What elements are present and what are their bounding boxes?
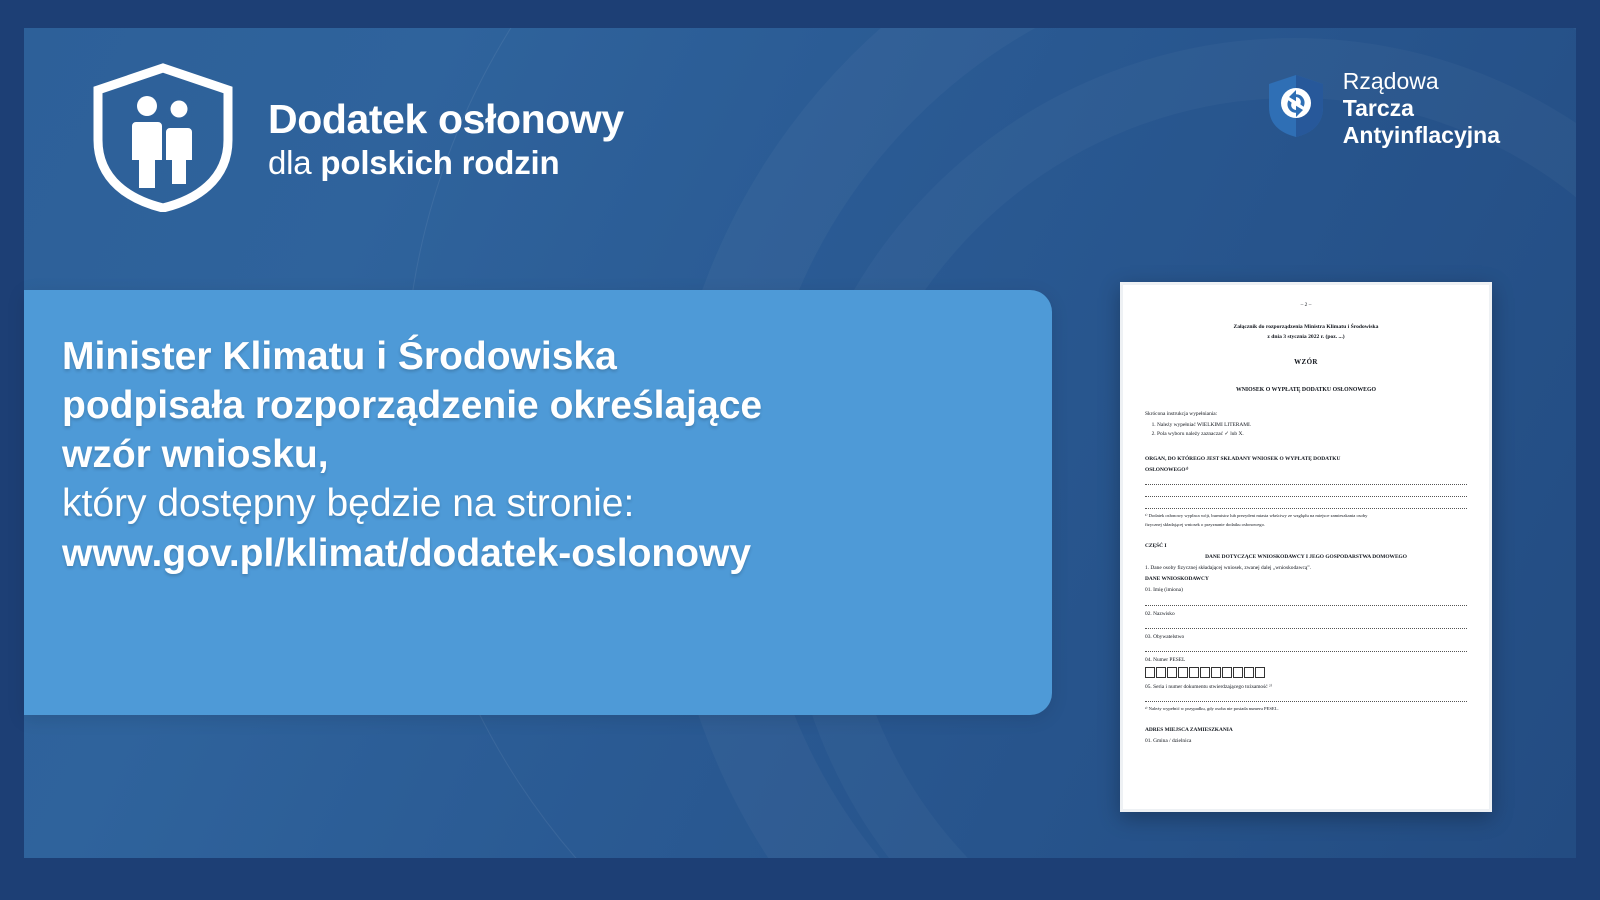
- document-pesel-boxes: [1145, 667, 1467, 678]
- document-footnote-1-line-2: fizycznej składającej wniosek o przyznanie dodatku osłonowego.: [1145, 522, 1266, 528]
- pesel-box: [1211, 667, 1221, 678]
- document-field-label: 04. Numer PESEL: [1145, 656, 1186, 663]
- document-field-label: 02. Nazwisko: [1145, 610, 1175, 617]
- document-dotted-line: [1145, 598, 1467, 606]
- document-page-number: – 2 –: [1300, 302, 1312, 308]
- brand-line-2: [268, 146, 624, 181]
- document-form-title: WNIOSEK O WYPŁATĘ DODATKU OSŁONOWEGO: [1235, 386, 1377, 393]
- document-address-field-label: 01. Gmina / dzielnica: [1145, 737, 1192, 744]
- document-part-label: CZĘŚĆ I: [1145, 543, 1167, 550]
- pesel-box: [1167, 667, 1177, 678]
- message-text-block: [62, 332, 1026, 578]
- spacer: [1145, 532, 1467, 542]
- document-field-label: 01. Imię (imiona): [1145, 587, 1183, 594]
- brand-line-2-thin: dla: [268, 144, 321, 182]
- document-instructions-list: [1145, 421, 1467, 438]
- pesel-box: [1233, 667, 1243, 678]
- document-instruction-item: 2. Pola wyboru należy zaznaczać ✓ lub X.: [1157, 430, 1467, 438]
- pesel-box: [1200, 667, 1210, 678]
- document-instructions-title: Skrócona instrukcja wypełniania:: [1145, 411, 1218, 418]
- document-applicant-header: DANE WNIOSKODAWCY: [1145, 576, 1209, 583]
- tarcza-wordmark: [1343, 68, 1500, 149]
- spacer: [1145, 445, 1467, 455]
- document-dotted-line: [1145, 621, 1467, 629]
- document-dotted-line: [1145, 477, 1467, 485]
- pesel-box: [1178, 667, 1188, 678]
- document-point-1: 1. Dane osoby fizycznej składającej wniosek, zwanej dalej „wnioskodawcą”.: [1145, 565, 1311, 572]
- pesel-box: [1156, 667, 1166, 678]
- message-line-3: wzór wniosku,: [62, 433, 329, 477]
- pesel-box: [1145, 667, 1155, 678]
- tarcza-logo: [1267, 68, 1500, 149]
- document-dotted-line: [1145, 694, 1467, 702]
- document-field-label: 03. Obywatelstwo: [1145, 633, 1185, 640]
- message-website-url[interactable]: www.gov.pl/klimat/dodatek-oslonowy: [62, 531, 752, 575]
- document-dotted-line: [1145, 489, 1467, 497]
- document-preview[interactable]: [1120, 282, 1492, 812]
- document-organ-label-2: OSŁONOWEGO¹⁾: [1145, 466, 1189, 473]
- pesel-box: [1244, 667, 1254, 678]
- document-header-line-1: Załącznik do rozporządzenia Ministra Klimatu i Środowiska: [1233, 324, 1379, 331]
- spacer: [1145, 716, 1467, 726]
- document-instruction-item: 1. Należy wypełniać WIELKIMI LITERAMI.: [1157, 421, 1467, 429]
- tarcza-line-1: Rządowa: [1342, 68, 1439, 94]
- tarcza-line-3: Antyinflacyjna: [1342, 122, 1500, 149]
- brand-logo: [88, 62, 624, 217]
- document-dotted-line: [1145, 644, 1467, 652]
- brand-wordmark: [268, 95, 624, 182]
- document-part-title: DANE DOTYCZĄCE WNIOSKODAWCY I JEGO GOSPODARSTWA DOMOWEGO: [1205, 554, 1407, 561]
- document-address-header: ADRES MIEJSCA ZAMIESZKANIA: [1145, 726, 1233, 733]
- document-wzor-label: WZÓR: [1294, 358, 1318, 366]
- shield-arrows-icon: [1267, 73, 1325, 144]
- shield-family-icon: [88, 62, 238, 217]
- document-field-label: 05. Seria i numer dokumentu stwierdzającego tożsamość ²⁾: [1145, 683, 1272, 690]
- document-footnote-2: ²⁾ Należy wypełnić w przypadku, gdy osoba nie posiada numeru PESEL.: [1145, 706, 1279, 712]
- message-line-4: który dostępny będzie na stronie:: [62, 482, 635, 526]
- pesel-box: [1189, 667, 1199, 678]
- brand-line-1: Dodatek osłonowy: [268, 95, 624, 142]
- brand-line-2-bold: polskich rodzin: [320, 144, 560, 182]
- document-page: [1123, 285, 1489, 809]
- document-dotted-line: [1145, 501, 1467, 509]
- message-line-1: Minister Klimatu i Środowiska: [62, 335, 617, 378]
- document-organ-label-1: ORGAN, DO KTÓREGO JEST SKŁADANY WNIOSEK O WYPŁATĘ DODATKU: [1145, 455, 1341, 462]
- document-footnote-1-line-1: ¹⁾ Dodatek osłonowy wypłaca wójt, burmistrz lub prezydent miasta właściwy ze względu na miejsce zamieszkania osoby: [1145, 512, 1368, 518]
- message-line-2: podpisała rozporządzenie określające: [62, 384, 763, 428]
- message-card: [24, 290, 1052, 715]
- tarcza-line-2: Tarcza: [1342, 95, 1414, 122]
- document-header-line-2: z dnia 3 stycznia 2022 r. (poz. ...): [1267, 333, 1345, 340]
- pesel-box: [1255, 667, 1265, 678]
- pesel-box: [1222, 667, 1232, 678]
